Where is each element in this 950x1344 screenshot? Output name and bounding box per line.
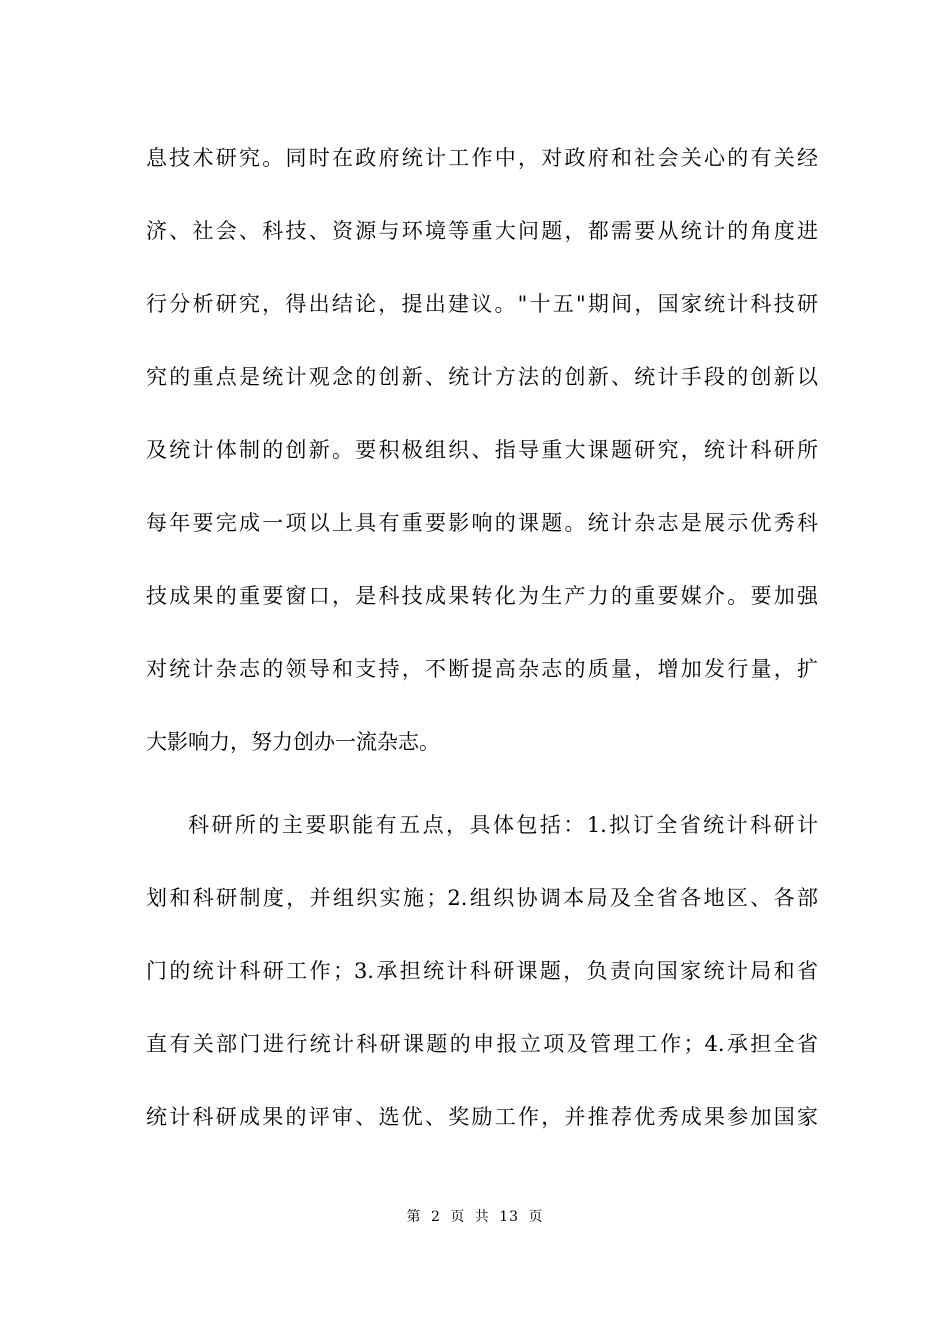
paragraph-1-line-4: 究的重点是统计观念的创新、统计方法的创新、统计手段的创新以 xyxy=(146,365,818,389)
paragraph-1-line-9: 大影响力，努力创办一流杂志。 xyxy=(146,730,440,754)
footer-total-word: 共 xyxy=(474,1209,490,1225)
paragraph-1-line-3: 行分析研究，得出结论，提出建议。"十五"期间，国家统计科技研 xyxy=(146,292,818,316)
paragraph-1-line-5: 及统计体制的创新。要积极组织、指导重大课题研究，统计科研所 xyxy=(146,438,818,462)
footer-page-word: 页 xyxy=(450,1209,466,1225)
page-footer xyxy=(0,1207,950,1227)
paragraph-2-line-2: 划和科研制度，并组织实施；2.组织协调本局及全省各地区、各部 xyxy=(146,886,818,910)
paragraph-1-line-1: 息技术研究。同时在政府统计工作中，对政府和社会关心的有关经 xyxy=(146,146,818,170)
footer-current-page: 2 xyxy=(430,1209,441,1225)
paragraph-1-line-7: 技成果的重要窗口，是科技成果转化为生产力的重要媒介。要加强 xyxy=(146,584,818,608)
paragraph-1-line-2: 济、社会、科技、资源与环境等重大问题，都需要从统计的角度进 xyxy=(146,219,818,243)
paragraph-2-line-1: 科研所的主要职能有五点，具体包括：1.拟订全省统计科研计 xyxy=(188,813,818,837)
footer-total-pages: 13 xyxy=(499,1209,520,1225)
paragraph-2-line-4: 直有关部门进行统计科研课题的申报立项及管理工作；4.承担全省 xyxy=(146,1032,818,1056)
footer-suffix: 页 xyxy=(528,1209,544,1225)
paragraph-1-line-8: 对统计杂志的领导和支持，不断提高杂志的质量，增加发行量，扩 xyxy=(146,657,818,681)
paragraph-2-line-3: 门的统计科研工作；3.承担统计科研课题，负责向国家统计局和省 xyxy=(146,959,818,983)
paragraph-1-line-6: 每年要完成一项以上具有重要影响的课题。统计杂志是展示优秀科 xyxy=(146,511,818,535)
footer-prefix: 第 xyxy=(406,1209,422,1225)
paragraph-2-line-5: 统计科研成果的评审、选优、奖励工作，并推荐优秀成果参加国家 xyxy=(146,1105,818,1129)
